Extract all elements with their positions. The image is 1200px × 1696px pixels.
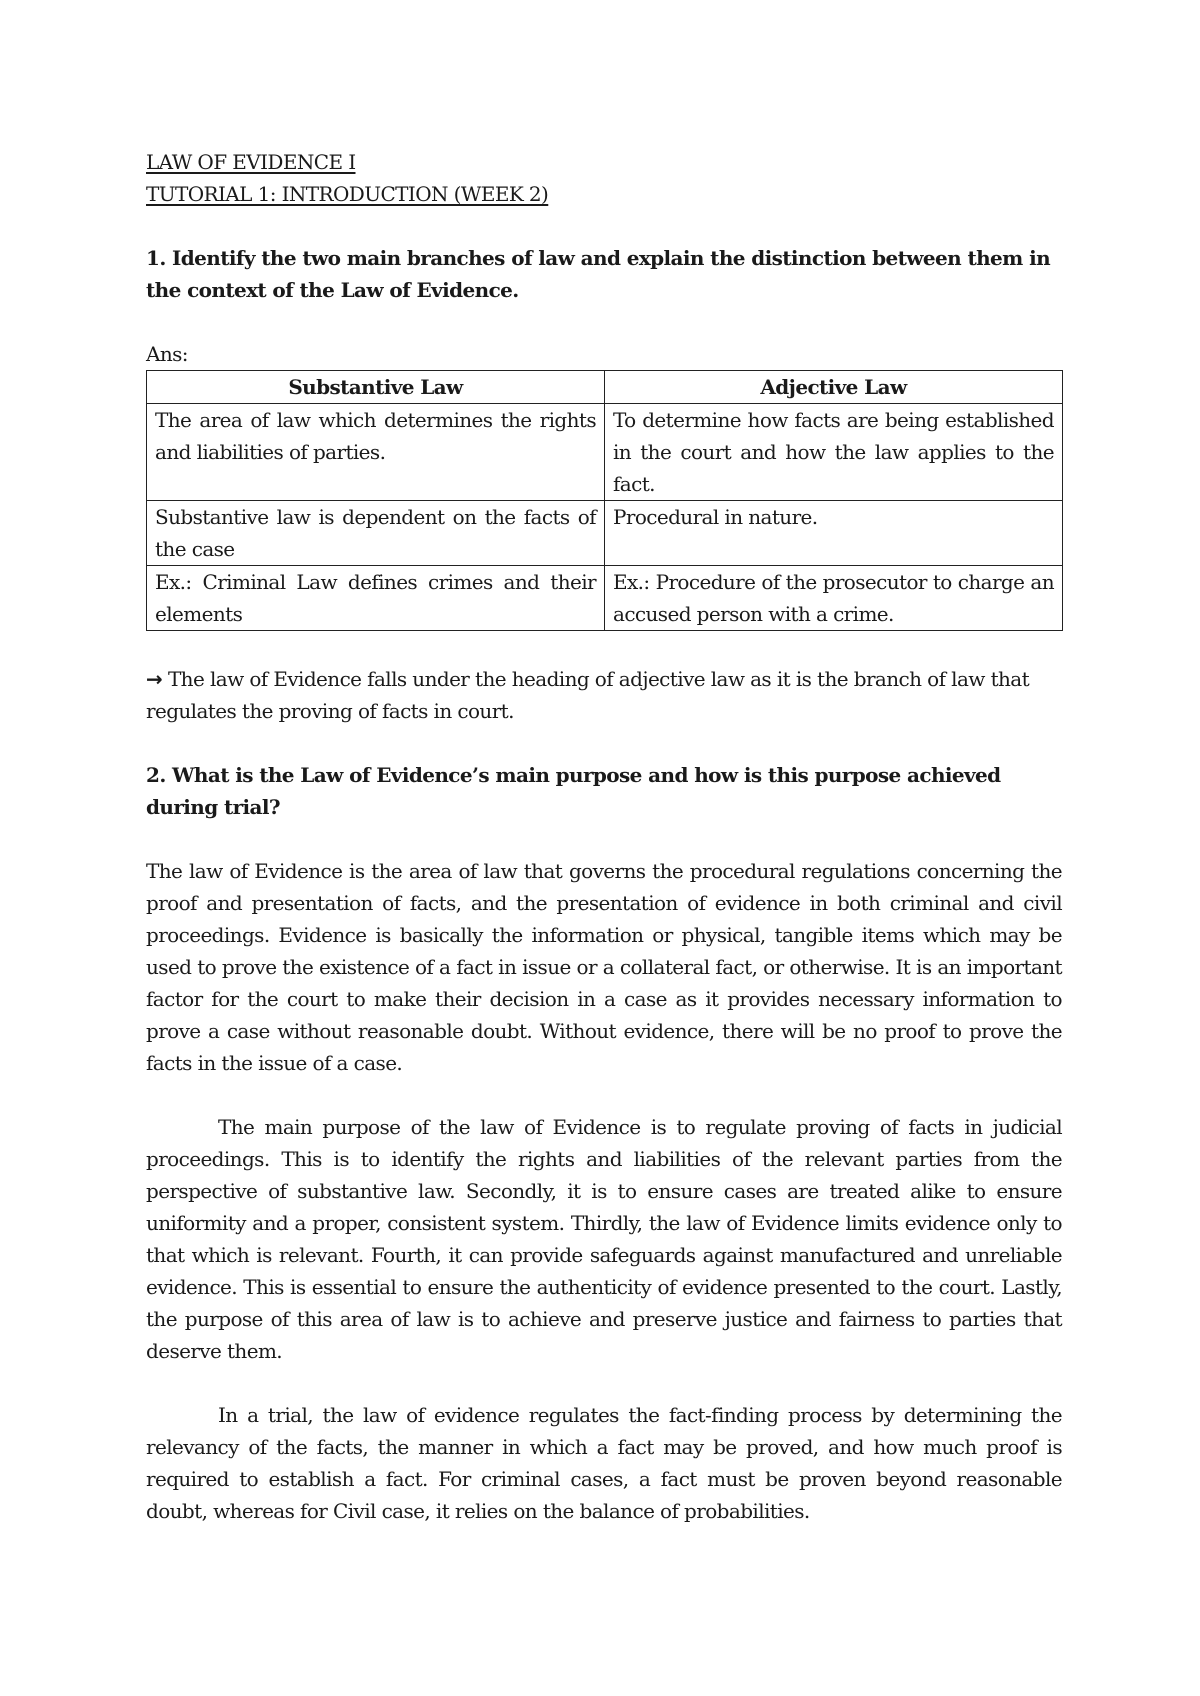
header-substantive-law: Substantive Law <box>147 371 605 404</box>
document-page <box>146 146 1062 1527</box>
paragraph: In a trial, the law of evidence regulates the fact-finding process by determining the relevancy of the facts, the manner in which a fact may be proved, and how much proof is required to establish a fact. For criminal cases, a fact must be proven beyond reasonable doubt, whereas for Civil case, it relies on the balance of probabilities. <box>146 1403 1062 1523</box>
law-branches-table <box>146 370 1063 631</box>
paragraph: The main purpose of the law of Evidence is to regulate proving of facts in judicial proceedings. This is to identify the rights and liabilities of the relevant parties from the perspective of substantive law. Secondly, it is to ensure cases are treated alike to ensure uniformity and a proper, consistent system. Thirdly, the law of Evidence limits evidence only to that which is relevant. Fourth, it can provide safeguards against manufactured and unreliable evidence. This is essential to ensure the authenticity of evidence presented to the court. Lastly, the purpose of this area of law is to achieve and preserve justice and fairness to parties that deserve them. <box>146 1115 1062 1363</box>
question-1: 1. Identify the two main branches of law and explain the distinction between them in the context of the Law of Evidence. <box>146 246 1051 302</box>
tutorial-title: TUTORIAL 1: INTRODUCTION (WEEK 2) <box>146 182 549 206</box>
adjective-law-note <box>146 663 1062 727</box>
header-adjective-law: Adjective Law <box>605 371 1063 404</box>
question-2: 2. What is the Law of Evidence’s main purpose and how is this purpose achieved during trial? <box>146 763 1001 819</box>
answer-label: Ans: <box>146 342 188 366</box>
table-row <box>147 404 1063 501</box>
table-row <box>147 501 1063 566</box>
table-row <box>147 566 1063 631</box>
table-cell: Substantive law is dependent on the facts of the case <box>147 501 605 566</box>
table-header-row <box>147 371 1063 404</box>
table-cell: Ex.: Procedure of the prosecutor to charge an accused person with a crime. <box>605 566 1063 631</box>
table-cell: To determine how facts are being established in the court and how the law applies to the fact. <box>605 404 1063 501</box>
table-cell: The area of law which determines the rights and liabilities of parties. <box>147 404 605 501</box>
table-cell: Procedural in nature. <box>605 501 1063 566</box>
note-text: The law of Evidence falls under the heading of adjective law as it is the branch of law that regulates the proving of facts in court. <box>146 667 1030 723</box>
course-title: LAW OF EVIDENCE I <box>146 150 356 174</box>
arrow-right-icon: → <box>146 667 163 691</box>
table-cell: Ex.: Criminal Law defines crimes and their elements <box>147 566 605 631</box>
paragraph: The law of Evidence is the area of law that governs the procedural regulations concerning the proof and presentation of facts, and the presentation of evidence in both criminal and civil proceedings. Evidence is basically the information or physical, tangible items which may be used to prove the existence of a fact in issue or a collateral fact, or otherwise. It is an important factor for the court to make their decision in a case as it provides necessary information to prove a case without reasonable doubt. Without evidence, there will be no proof to prove the facts in the issue of a case. <box>146 859 1062 1075</box>
